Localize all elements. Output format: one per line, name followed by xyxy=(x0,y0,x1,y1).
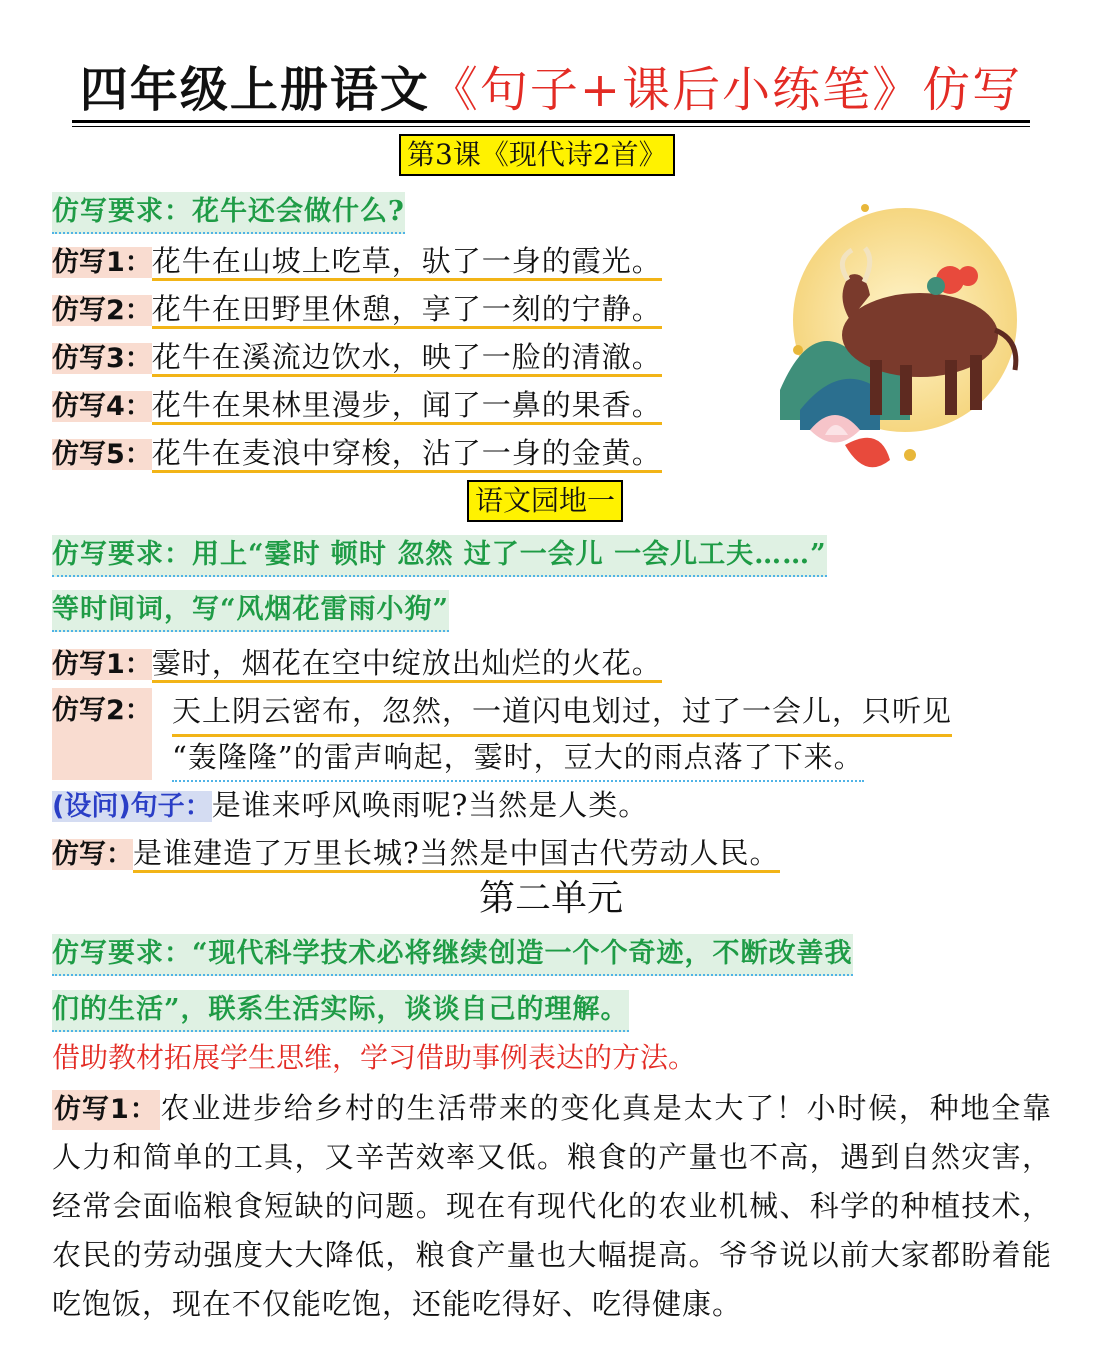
section1-requirement: 仿写要求：花牛还会做什么? xyxy=(52,192,405,234)
lesson-label: 第3课《现代诗2首》 xyxy=(399,134,675,176)
section1-item-4 xyxy=(52,382,662,430)
unit-heading: 第二单元 xyxy=(478,878,623,919)
title-rule-thin xyxy=(72,126,1030,127)
section2-requirement-line2: 等时间词，写“风烟花雷雨小狗” xyxy=(52,590,449,632)
section1-item-3 xyxy=(52,334,662,382)
section3-paragraph xyxy=(52,1084,1052,1329)
item-text: 花牛在山坡上吃草，驮了一身的霞光。 xyxy=(152,244,662,281)
section1-item-2 xyxy=(52,286,662,334)
item-tag: 仿写1： xyxy=(52,649,152,680)
item-text-line2: “轰隆隆”的雷声响起，霎时，豆大的雨点落了下来。 xyxy=(172,734,864,782)
question-tag: (设问)句子： xyxy=(52,791,212,822)
section2-requirement-line1: 仿写要求：用上“霎时 顿时 忽然 过了一会儿 一会儿工夫……” xyxy=(52,535,827,577)
rhetorical-question-row xyxy=(52,782,648,830)
section3-requirement-line2: 们的生活”，联系生活实际，谈谈自己的理解。 xyxy=(52,990,629,1032)
paragraph-text: 农业进步给乡村的生活带来的变化真是太大了！小时候，种地全靠人力和简单的工具，又辛苦效率又低。粮食的产量也不高，遇到自然灾害，经常会面临粮食短缺的问题。现在有现代化的农业机械、科学的种植技术，农民的劳动强度大大降低，粮食产量也大幅提高。爷爷说以前大家都盼着能吃饱饭，现在不仅能吃饱，还能吃得好、吃得健康。 xyxy=(52,1091,1052,1321)
item-text: 花牛在田野里休憩，享了一刻的宁静。 xyxy=(152,292,662,329)
garden-label: 语文园地一 xyxy=(467,480,623,522)
title-part1: 四年级上册语文 xyxy=(79,62,430,118)
item-text: 花牛在麦浪中穿梭，沾了一身的金黄。 xyxy=(152,436,662,473)
answer-tag: 仿写： xyxy=(52,839,133,870)
section2-item-1 xyxy=(52,640,662,688)
section3-requirement-line1: 仿写要求：“现代科学技术必将继续创造一个个奇迹，不断改善我 xyxy=(52,934,853,976)
item-tag: 仿写3： xyxy=(52,343,152,374)
item-text: 花牛在果林里漫步，闻了一鼻的果香。 xyxy=(152,388,662,425)
section1-item-1 xyxy=(52,238,662,286)
teaching-note: 借助教材拓展学生思维，学习借助事例表达的方法。 xyxy=(52,1041,697,1074)
page-title xyxy=(0,58,1102,122)
rhetorical-answer-row xyxy=(52,830,780,878)
item-tag: 仿写2： xyxy=(52,295,152,326)
item-text-line1: 天上阴云密布，忽然，一道闪电划过，过了一会儿，只听见 xyxy=(172,688,952,737)
item-tag: 仿写5： xyxy=(52,439,152,470)
item-tag: 仿写4： xyxy=(52,391,152,422)
item-tag: 仿写1： xyxy=(52,247,152,278)
item-text: 霎时，烟花在空中绽放出灿烂的火花。 xyxy=(152,646,662,683)
title-part2: 《句子+课后小练笔》仿写 xyxy=(429,62,1023,118)
question-text: 是谁来呼风唤雨呢?当然是人类。 xyxy=(211,788,649,822)
answer-text: 是谁建造了万里长城?当然是中国古代劳动人民。 xyxy=(133,836,780,873)
item-text: 花牛在溪流边饮水，映了一脸的清澈。 xyxy=(152,340,662,377)
section1-item-5 xyxy=(52,430,662,478)
title-rule-thick xyxy=(72,120,1030,123)
item-tag: 仿写2： xyxy=(52,688,152,780)
ox-illustration-icon xyxy=(740,200,1070,490)
item-tag: 仿写1： xyxy=(52,1090,160,1130)
